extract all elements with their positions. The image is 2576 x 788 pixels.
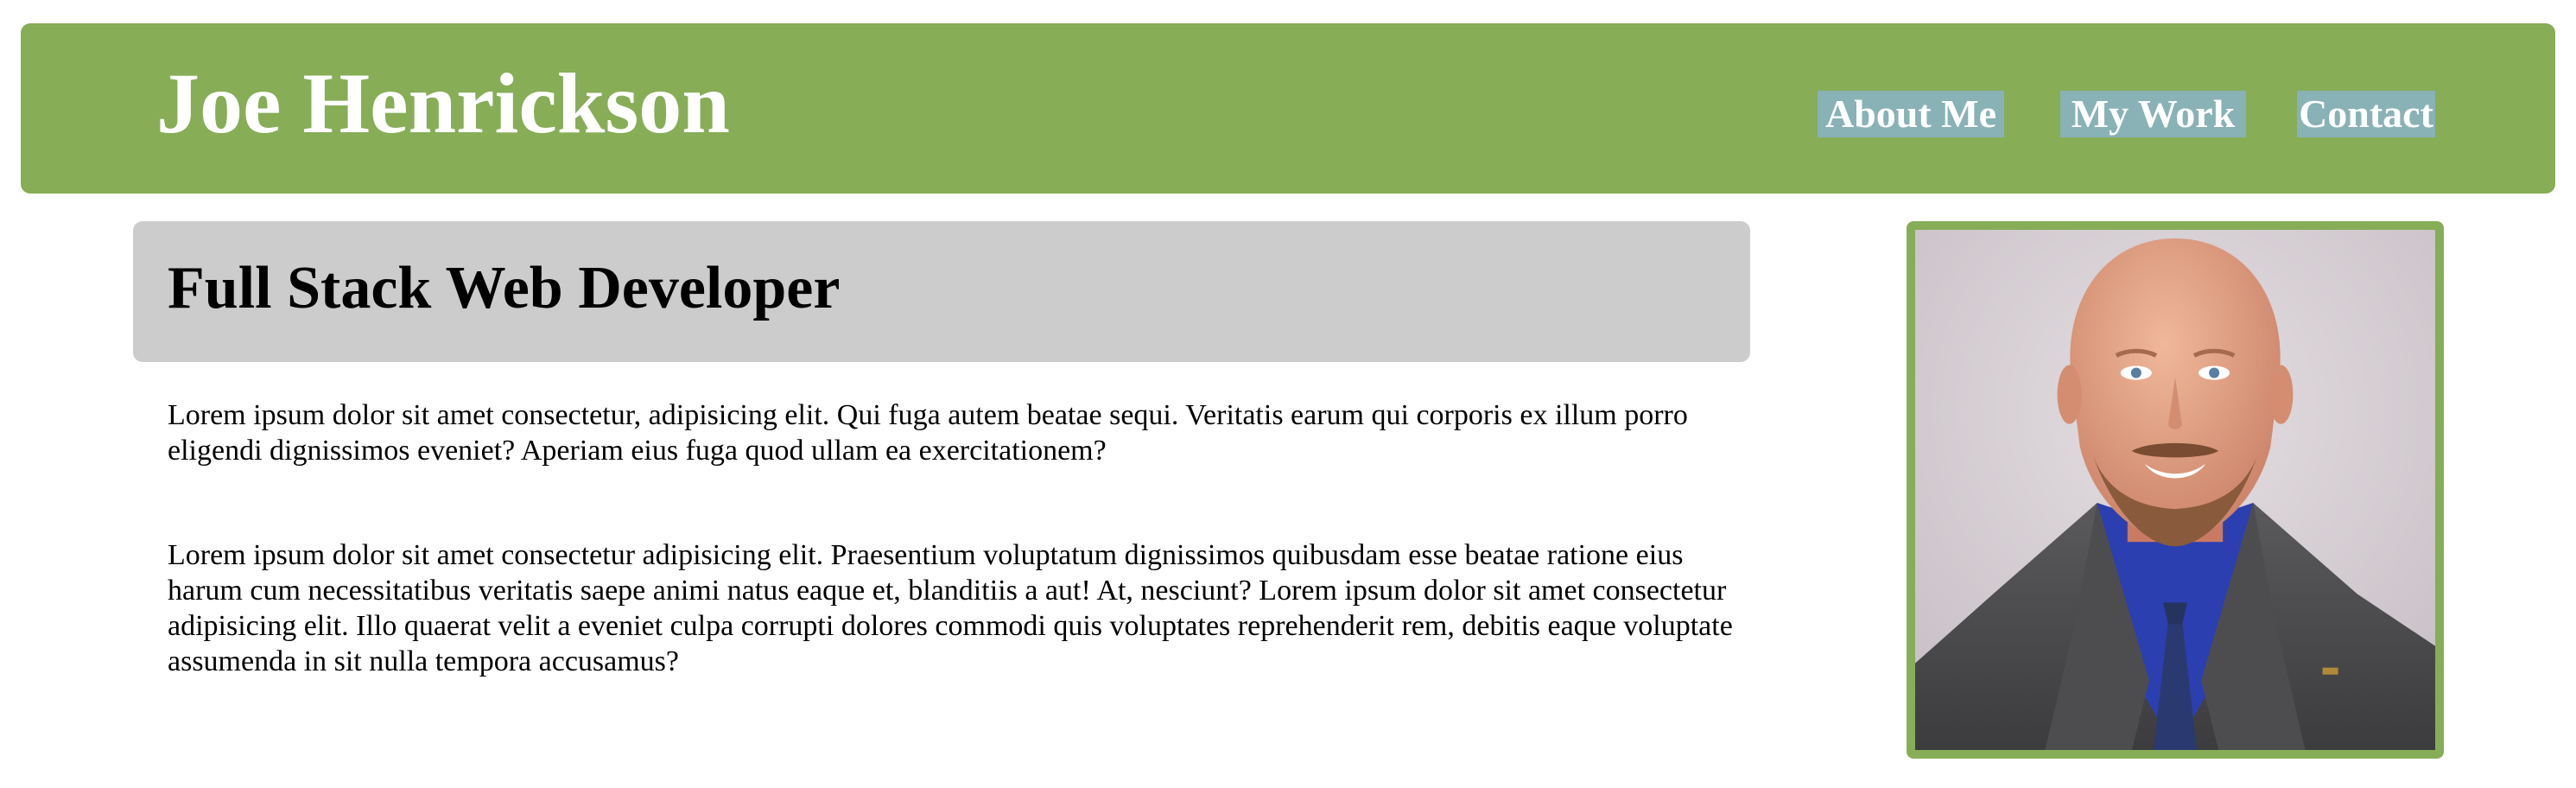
site-name: Joe Henrickson (156, 55, 730, 151)
title-banner (133, 221, 1750, 362)
bio-paragraph: Lorem ipsum dolor sit amet consectetur adipisicing elit. Praesentium voluptatum dignissimos quibusdam esse beatae ratione eius harum cum necessitatibus veritatis saepe animi natus eaque et, blanditiis a aut! At, nesciunt? Lorem ipsum dolor sit amet consectetur adipisicing elit. Illo quaerat velit a eveniet culpa corrupti dolores commodi quis voluptates reprehenderit rem, debitis eaque voluptate assumenda in sit nulla tempora accusamus? (168, 539, 1733, 677)
nav-link-contact[interactable]: Contact (2297, 91, 2435, 137)
portrait-illustration (1915, 230, 2435, 750)
page-title: Full Stack Web Developer (168, 255, 841, 321)
nav-link-about-me[interactable]: About Me (1818, 91, 2004, 137)
nav-link-my-work[interactable]: My Work (2060, 91, 2246, 137)
site-header (21, 23, 2555, 194)
profile-photo (1907, 221, 2444, 759)
intro-paragraph: Lorem ipsum dolor sit amet consectetur, adipisicing elit. Qui fuga autem beatae sequi. Veritatis earum qui corporis ex illum porro eligendi dignissimos eveniet? Aperiam eius fuga quod ullam ea exercitationem? (168, 399, 1688, 467)
